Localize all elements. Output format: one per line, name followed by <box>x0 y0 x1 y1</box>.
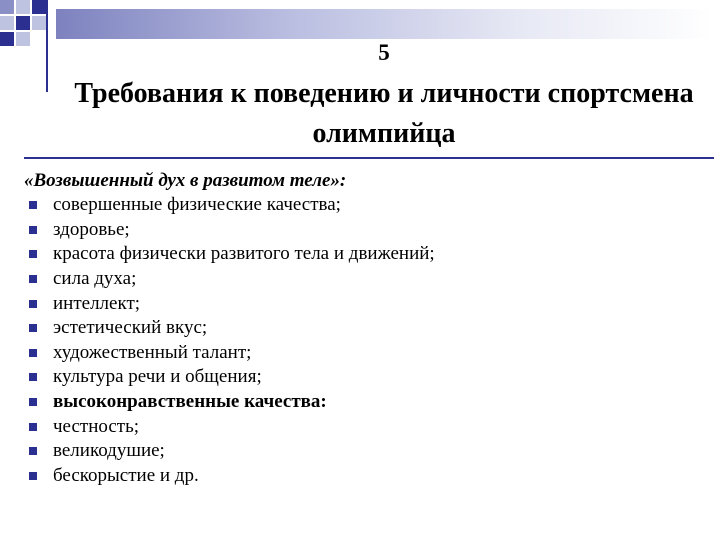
header-gradient-bar <box>56 9 714 39</box>
title-divider <box>24 157 714 159</box>
square-bullet-icon <box>29 226 37 234</box>
list-item <box>24 464 714 489</box>
list-item <box>24 267 714 292</box>
square-bullet-icon <box>29 423 37 431</box>
list-item <box>24 365 714 390</box>
slide-number: 5 <box>378 40 390 65</box>
list-item-text: высоконравственные качества: <box>53 391 327 413</box>
list-item <box>24 316 714 341</box>
list-item <box>24 291 714 316</box>
list-item-text: эстетический вкус; <box>53 317 208 339</box>
square-bullet-icon <box>29 300 37 308</box>
slide-content <box>24 168 714 488</box>
list-item-text: совершенные физические качества; <box>53 194 341 216</box>
square-bullet-icon <box>29 250 37 258</box>
list-item-text: бескорыстие и др. <box>53 464 199 486</box>
list-item <box>24 439 714 464</box>
list-item-text: честность; <box>53 415 140 437</box>
list-item-text: красота физически развитого тела и движений; <box>53 243 435 265</box>
list-item <box>24 242 714 267</box>
list-item-text: сила духа; <box>53 268 137 290</box>
list-item-text: интеллект; <box>53 292 141 314</box>
slide-title: Требования к поведению и личности спортсмена олимпийца <box>74 78 694 149</box>
list-item <box>24 193 714 218</box>
square-bullet-icon <box>29 373 37 381</box>
list-item-text: великодушие; <box>53 440 165 462</box>
list-item-text: здоровье; <box>53 218 130 240</box>
list-item-text: культура речи и общения; <box>53 366 262 388</box>
bullet-list <box>24 193 714 488</box>
list-item <box>24 218 714 243</box>
square-bullet-icon <box>29 324 37 332</box>
list-item <box>24 414 714 439</box>
square-bullet-icon <box>29 201 37 209</box>
square-bullet-icon <box>29 398 37 406</box>
list-item-text: художественный талант; <box>53 341 252 363</box>
square-bullet-icon <box>29 472 37 480</box>
square-bullet-icon <box>29 275 37 283</box>
intro-quote: «Возвышенный дух в развитом теле»: <box>24 170 347 191</box>
square-bullet-icon <box>29 447 37 455</box>
square-bullet-icon <box>29 349 37 357</box>
list-item <box>24 341 714 366</box>
list-item <box>24 390 714 415</box>
